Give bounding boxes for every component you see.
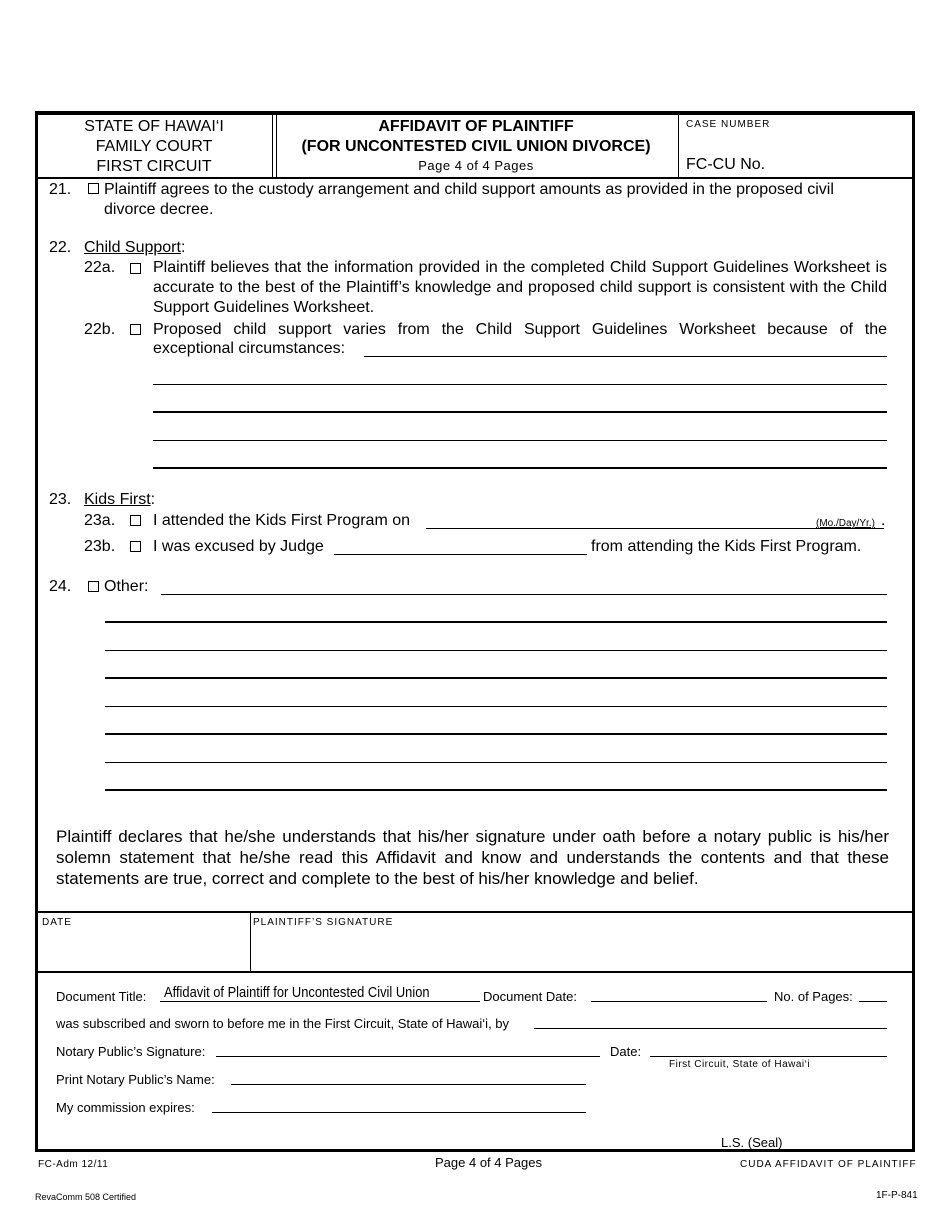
date-field[interactable] <box>38 930 248 970</box>
item-22-heading <box>84 238 185 258</box>
pages-label: No. of Pages: <box>774 989 853 1004</box>
notary-signature-label: Notary Public’s Signature: <box>56 1044 206 1059</box>
header-page-label: Page 4 of 4 Pages <box>418 158 534 173</box>
footer-form-title: CUDA AFFIDAVIT OF PLAINTIFF <box>740 1159 917 1170</box>
other-line-4[interactable] <box>105 706 887 707</box>
print-name-label: Print Notary Public’s Name: <box>56 1072 215 1087</box>
seal-label: L.S. (Seal) <box>721 1135 783 1150</box>
doc-title-label: Document Title: <box>56 989 147 1004</box>
case-number-label: CASE NUMBER <box>686 119 771 130</box>
circuit-note: First Circuit, State of Hawai‘i <box>669 1059 811 1070</box>
pages-field[interactable] <box>859 1001 887 1002</box>
kids-first-colon: : <box>150 491 156 508</box>
kids-first-heading: Kids First <box>84 491 151 508</box>
item-24-label: Other: <box>104 578 149 595</box>
item-21-checkbox[interactable] <box>88 183 99 194</box>
item-22b-line-3[interactable] <box>153 440 887 441</box>
item-23b-text-pre: I was excused by Judge <box>153 538 324 555</box>
signature-divider <box>250 912 251 972</box>
item-22b-text-line-1: Proposed child support varies from the Child Support Guidelines Worksheet because of the <box>153 321 887 338</box>
item-23b-checkbox[interactable] <box>130 541 141 552</box>
notary-signature-field[interactable] <box>216 1056 600 1057</box>
item-22b-line-2[interactable] <box>153 411 887 413</box>
date-format-hint: (Mo./Day/Yr.) <box>816 518 875 529</box>
other-field[interactable] <box>161 594 887 595</box>
plaintiff-signature-label: PLAINTIFF’S SIGNATURE <box>253 917 394 928</box>
item-24-checkbox[interactable] <box>88 581 99 592</box>
other-line-5[interactable] <box>105 733 887 735</box>
item-24-number: 24. <box>49 578 72 595</box>
exceptional-circumstances-field[interactable] <box>364 356 887 357</box>
footer-form-number: 1F-P-841 <box>876 1190 918 1201</box>
other-line-7[interactable] <box>105 789 887 791</box>
doc-date-label: Document Date: <box>483 989 577 1004</box>
commission-field[interactable] <box>212 1112 586 1113</box>
print-name-field[interactable] <box>231 1084 586 1085</box>
declaration-text: Plaintiff declares that he/she understands that his/her signature under oath before a notary public is his/her solemn statement that he/she read this Affidavit and know and understands the contents and that these statements are true, correct and complete to the best of his/her knowledge and belief. <box>56 827 889 888</box>
notary-date-field[interactable] <box>650 1056 887 1057</box>
header-divider-left <box>272 113 273 178</box>
item-22a-number: 22a. <box>84 259 116 276</box>
header-bottom-rule <box>36 177 914 179</box>
judge-name-field[interactable] <box>334 554 587 555</box>
item-23b-text-post: from attending the Kids First Program. <box>591 538 862 555</box>
signature-top-rule <box>36 911 914 913</box>
court-name <box>38 117 270 177</box>
item-23a-period: . <box>881 512 886 529</box>
item-22b-line-4[interactable] <box>153 467 887 469</box>
footer-certification: RevaComm 508 Certified <box>35 1192 137 1202</box>
doc-date-field[interactable] <box>591 1001 767 1002</box>
court-line-circuit: FIRST CIRCUIT <box>96 158 212 175</box>
item-22b-line-1[interactable] <box>153 384 887 385</box>
doc-title-field[interactable] <box>160 1001 480 1002</box>
notary-date-label: Date: <box>610 1044 642 1059</box>
item-22a-text: Plaintiff believes that the information provided in the completed Child Support Guidelines Worksheet is accurate to the best of the Plaintiff’s knowledge and proposed child support is consistent with the Child Support Guidelines Worksheet. <box>153 259 887 316</box>
item-23a-number: 23a. <box>84 512 116 529</box>
footer-form-code: FC-Adm 12/11 <box>38 1159 109 1170</box>
item-22b-text-line-2: exceptional circumstances: <box>153 340 346 357</box>
item-22a-checkbox[interactable] <box>130 263 141 274</box>
item-23-heading <box>84 490 155 510</box>
title-line-2: (FOR UNCONTESTED CIVIL UNION DIVORCE) <box>301 138 651 155</box>
other-line-1[interactable] <box>105 621 887 623</box>
plaintiff-signature-field[interactable] <box>253 930 911 970</box>
sworn-by-field[interactable] <box>534 1028 887 1029</box>
case-number-prefix: FC-CU No. <box>686 156 766 173</box>
other-line-2[interactable] <box>105 650 887 651</box>
signature-bottom-rule <box>36 971 914 973</box>
item-23a-text: I attended the Kids First Program on <box>153 512 411 529</box>
header-divider-right <box>678 113 679 178</box>
item-23b-number: 23b. <box>84 538 116 555</box>
item-22-number: 22. <box>49 239 72 256</box>
title-line-1: AFFIDAVIT OF PLAINTIFF <box>378 118 574 135</box>
child-support-colon: : <box>180 239 186 256</box>
court-line-state: STATE OF HAWAI‘I <box>84 118 224 135</box>
document-title <box>276 117 676 174</box>
sworn-text: was subscribed and sworn to before me in the First Circuit, State of Hawai‘i, by <box>56 1016 510 1031</box>
other-line-6[interactable] <box>105 762 887 763</box>
item-23-number: 23. <box>49 491 72 508</box>
footer-page-label: Page 4 of 4 Pages <box>435 1155 542 1170</box>
other-line-3[interactable] <box>105 677 887 679</box>
item-22b-number: 22b. <box>84 321 116 338</box>
item-21-number: 21. <box>49 181 72 198</box>
court-line-family: FAMILY COURT <box>95 138 213 155</box>
commission-label: My commission expires: <box>56 1100 195 1115</box>
date-label: DATE <box>42 917 72 928</box>
item-21-text: Plaintiff agrees to the custody arrangement and child support amounts as provided in the proposed civil divorce decree. <box>104 181 834 218</box>
child-support-heading: Child Support <box>84 239 181 256</box>
item-22b-checkbox[interactable] <box>130 324 141 335</box>
doc-title-value: Affidavit of Plaintiff for Uncontested Civil Union <box>164 984 430 1001</box>
item-23a-checkbox[interactable] <box>130 515 141 526</box>
